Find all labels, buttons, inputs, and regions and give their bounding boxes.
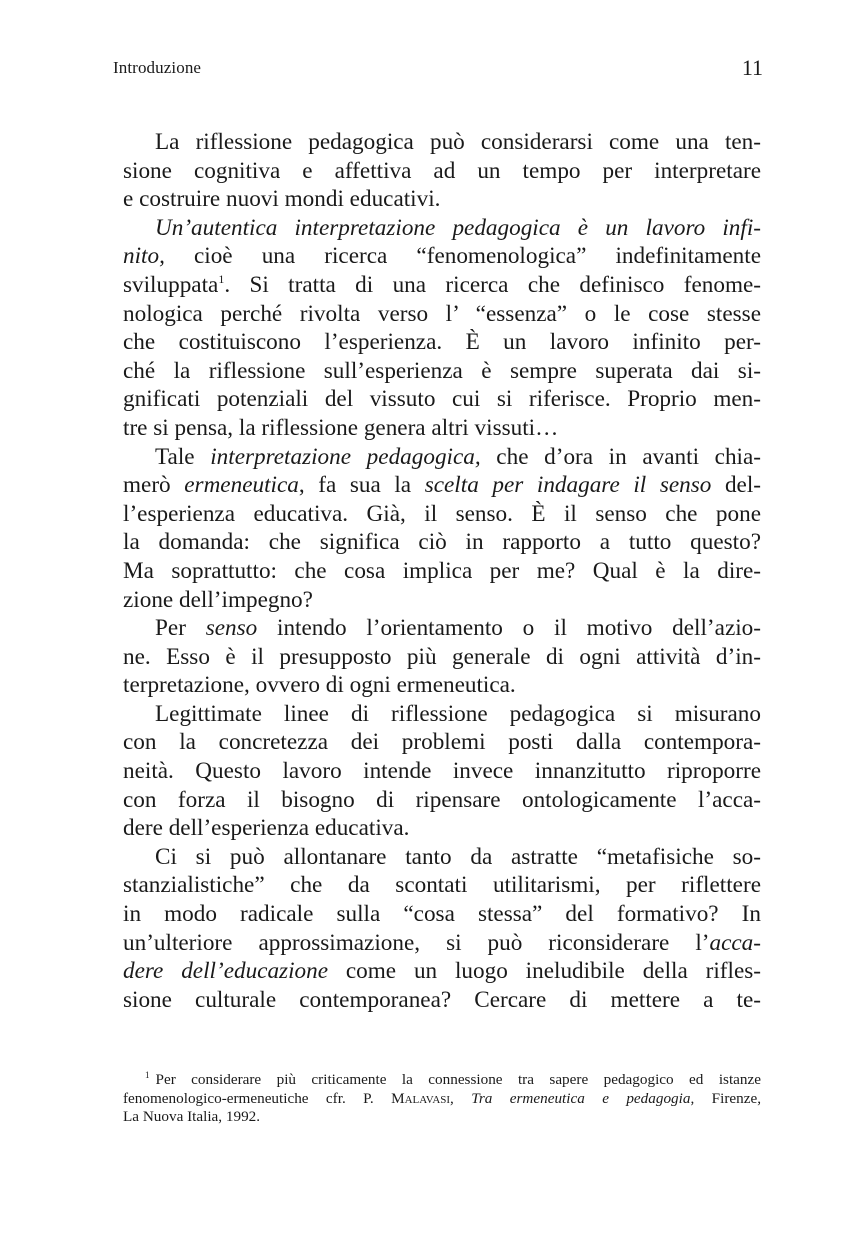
emphasis: interpretazione pedagogica,	[210, 443, 481, 470]
emphasis: senso	[205, 615, 258, 642]
footnote	[123, 1071, 761, 1127]
text-line: ne. Esso è il presupposto più generale di ogni attività d’in-	[123, 643, 761, 670]
footnote-line: $^1$ Per considerare più criticamente la connessione tra sapere pedagogico ed istanze	[145, 1070, 761, 1088]
text-line: tre si pensa, la riflessione genera altri vissuti…	[123, 414, 559, 441]
text-line: stanzialistiche” che da scontati utilitarismi, per riflettere	[123, 872, 761, 899]
emphasis: scelta per indagare il senso	[424, 472, 712, 499]
text-line: Per senso intendo l’orientamento o il motivo dell’azio-	[155, 615, 761, 642]
text-line: nologica perché rivolta verso l’ “essenza” o le cose stesse	[123, 300, 761, 327]
text-line: terpretazione, ovvero di ogni ermeneutica.	[123, 672, 516, 699]
text-line: sione culturale contemporanea? Cercare di mettere a te-	[123, 986, 761, 1013]
author-name: Malavasi	[391, 1089, 451, 1107]
text-line: la domanda: che significa ciò in rapporto a tutto questo?	[123, 529, 761, 556]
text-line: neità. Questo lavoro intende invece innanzitutto riproporre	[123, 758, 761, 785]
text-line: Ci si può allontanare tanto da astratte “metafisiche so-	[155, 843, 761, 870]
text-line: gnificati potenziali del vissuto cui si riferisce. Proprio men-	[123, 386, 761, 413]
footnote-line: fenomenologico-ermeneutiche cfr. P. Malavasi, Tra ermeneutica e pedagogia, Firenze,	[123, 1089, 761, 1107]
text-line: che costituiscono l’esperienza. È un lavoro infinito per-	[123, 329, 761, 356]
text-line: zione dell’impegno?	[123, 586, 313, 613]
text-line: sione cognitiva e affettiva ad un tempo per interpretare	[123, 157, 761, 184]
text-line: nito, cioè una ricerca “fenomenologica” indefinitamente	[123, 243, 761, 270]
emphasis: Un’autentica interpretazione pedagogica è un lavoro infi-	[155, 214, 761, 241]
text-line: Legittimate linee di riflessione pedagogica si misurano	[155, 700, 761, 727]
text-line: La riflessione pedagogica può considerarsi come una ten-	[155, 129, 761, 155]
emphasis: acca-	[709, 929, 761, 956]
text-line	[123, 214, 761, 243]
book-title: Tra ermeneutica e pedagogia	[471, 1089, 691, 1107]
footnote-marker: 1	[145, 1070, 150, 1080]
text-line: ché la riflessione sull’esperienza è sempre superata dai si-	[123, 357, 761, 384]
text-line: con forza il bisogno di ripensare ontologicamente l’acca-	[123, 786, 761, 813]
text-line: sviluppata$^1$. Si tratta di una ricerca che definisco fenome-	[123, 271, 761, 298]
text-line: e costruire nuovi mondi educativi.	[123, 186, 441, 213]
emphasis: dere dell’educazione	[123, 958, 329, 985]
text-line: con la concretezza dei problemi posti dalla contempora-	[123, 729, 761, 756]
running-head-title: Introduzione	[113, 58, 202, 77]
text-line: un’ulteriore approssimazione, si può riconsiderare l’acca-	[123, 929, 761, 956]
body-text	[123, 128, 761, 1014]
text-line: in modo radicale sulla “cosa stessa” del formativo? In	[123, 901, 761, 928]
text-line: merò ermeneutica, fa sua la scelta per indagare il senso del-	[123, 472, 762, 499]
footnote-reference[interactable]: 1	[218, 271, 225, 286]
text-line: Ma soprattutto: che cosa implica per me? Qual è la dire-	[123, 557, 761, 584]
text-line: dere dell’esperienza educativa.	[123, 815, 410, 842]
text-line: Tale interpretazione pedagogica, che d’ora in avanti chia-	[155, 443, 761, 470]
emphasis: nito,	[123, 243, 165, 270]
page-number: 11	[741, 55, 763, 80]
text-line: l’esperienza educativa. Già, il senso. È il senso che pone	[123, 500, 761, 527]
running-head	[113, 55, 763, 82]
text-line: dere dell’educazione come un luogo ineludibile della rifles-	[123, 958, 761, 985]
emphasis: ermeneutica	[184, 472, 299, 499]
footnote-line: La Nuova Italia, 1992.	[123, 1108, 261, 1126]
